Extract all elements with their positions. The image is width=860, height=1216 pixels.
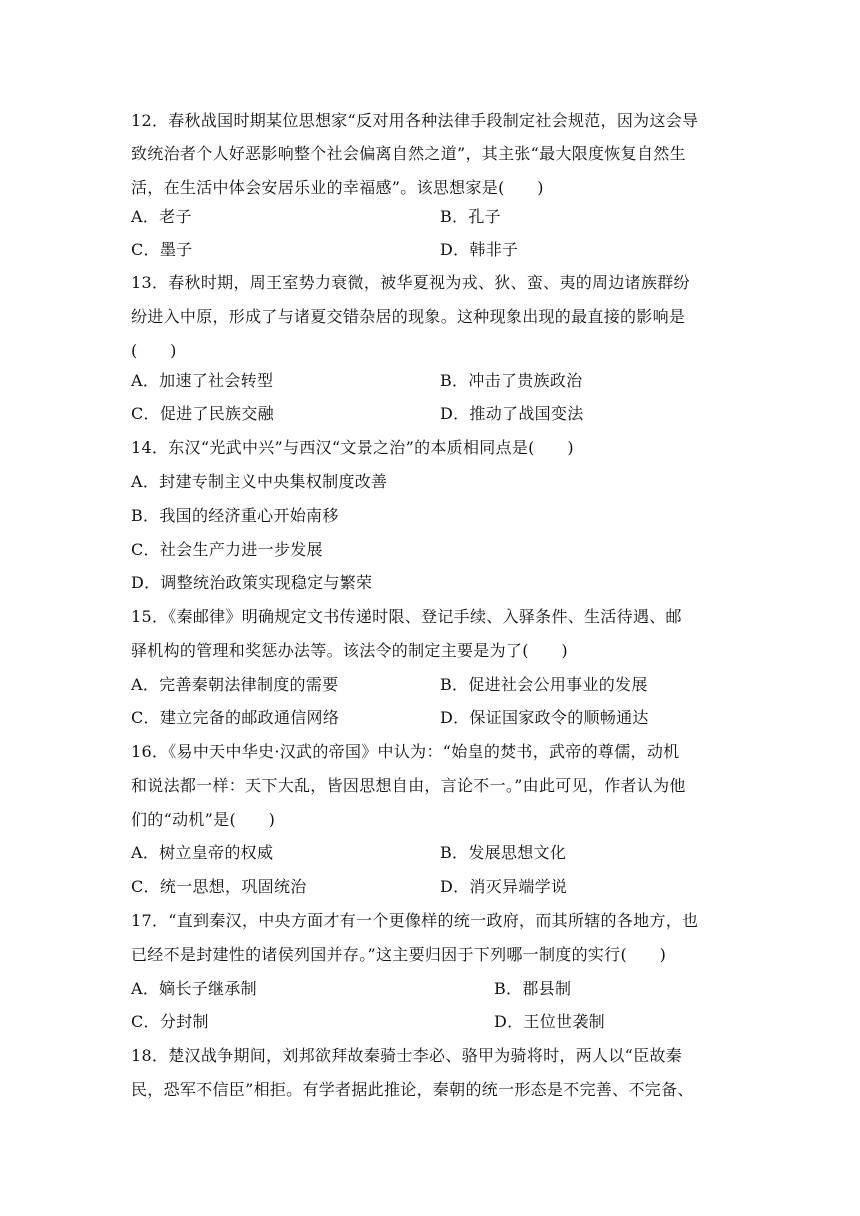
question-12-line-2: 致统治者个人好恶影响整个社会偏离自然之道”，其主张“最大限度恢复自然生 [131, 144, 686, 163]
question-13-line-3: ( ) [131, 341, 177, 360]
question-15-option-b: B．促进社会公用事业的发展 [440, 675, 648, 694]
question-14-option-c: C．社会生产力进一步发展 [131, 540, 323, 559]
question-18-line-2: 民，恐军不信臣”相拒。有学者据此推论，秦朝的统一形态是不完善、不完备、 [131, 1080, 694, 1099]
question-16-option-b: B．发展思想文化 [440, 843, 567, 862]
question-15-option-a: A．完善秦朝法律制度的需要 [131, 675, 339, 694]
question-17-option-b: B．郡县制 [494, 979, 572, 998]
question-15-option-d: D．保证国家政令的顺畅通达 [440, 708, 649, 727]
question-16-option-d: D．消灭异端学说 [440, 877, 568, 896]
question-17-option-a: A．嫡长子继承制 [131, 979, 257, 998]
question-13-option-d: D．推动了战国变法 [440, 404, 584, 423]
question-13-line-1: 13．春秋时期，周王室势力衰微，被华夏视为戎、狄、蛮、夷的周边诸族群纷 [131, 273, 690, 292]
question-18-line-1: 18．楚汉战争期间，刘邦欲拜故秦骑士李必、骆甲为骑将时，两人以“臣故秦 [131, 1046, 683, 1065]
question-12-option-a: A．老子 [131, 207, 192, 226]
question-15-option-c: C．建立完备的邮政通信网络 [131, 708, 340, 727]
question-16-option-a: A．树立皇帝的权威 [131, 843, 274, 862]
question-13-option-a: A．加速了社会转型 [131, 371, 274, 390]
question-17-option-d: D．王位世袭制 [494, 1012, 605, 1031]
question-16-line-2: 和说法都一样：天下大乱，皆因思想自由，言论不一。”由此可见，作者认为他 [131, 776, 686, 795]
question-12-option-d: D．韩非子 [440, 240, 519, 259]
question-12-option-b: B．孔子 [440, 207, 501, 226]
question-14-option-d: D．调整统治政策实现稳定与繁荣 [131, 573, 373, 592]
question-13-line-2: 纷进入中原，形成了与诸夏交错杂居的现象。这种现象出现的最直接的影响是 [131, 307, 686, 326]
question-12-line-1: 12．春秋战国时期某位思想家“反对用各种法律手段制定社会规范，因为这会导 [131, 111, 699, 130]
question-15-line-1: 15．《秦邮律》明确规定文书传递时限、登记手续、入驿条件、生活待遇、邮 [131, 607, 682, 626]
question-15-line-2: 驿机构的管理和奖惩办法等。该法令的制定主要是为了( ) [131, 641, 568, 660]
question-14-option-a: A．封建专制主义中央集权制度改善 [131, 472, 388, 491]
question-13-option-c: C．促进了民族交融 [131, 404, 274, 423]
question-17-line-1: 17．“直到秦汉，中央方面才有一个更像样的统一政府，而其所辖的各地方，也 [131, 911, 699, 930]
question-16-line-3: 们的“动机”是( ) [131, 810, 276, 829]
question-13-option-b: B．冲击了贵族政治 [440, 371, 583, 390]
question-14-option-b: B．我国的经济重心开始南移 [131, 506, 339, 525]
question-17-option-c: C．分封制 [131, 1012, 209, 1031]
question-16-option-c: C．统一思想，巩固统治 [131, 877, 307, 896]
question-16-line-1: 16．《易中天中华史·汉武的帝国》中认为：“始皇的焚书，武帝的尊儒，动机 [131, 742, 680, 761]
question-12-line-3: 活，在生活中体会安居乐业的幸福感”。该思想家是( ) [131, 178, 544, 197]
question-14-line-1: 14．东汉“光武中兴”与西汉“文景之治”的本质相同点是( ) [131, 438, 574, 457]
question-12-option-c: C．墨子 [131, 240, 193, 259]
question-17-line-2: 已经不是封建性的诸侯列国并存。”这主要归因于下列哪一制度的实行( ) [131, 945, 667, 964]
